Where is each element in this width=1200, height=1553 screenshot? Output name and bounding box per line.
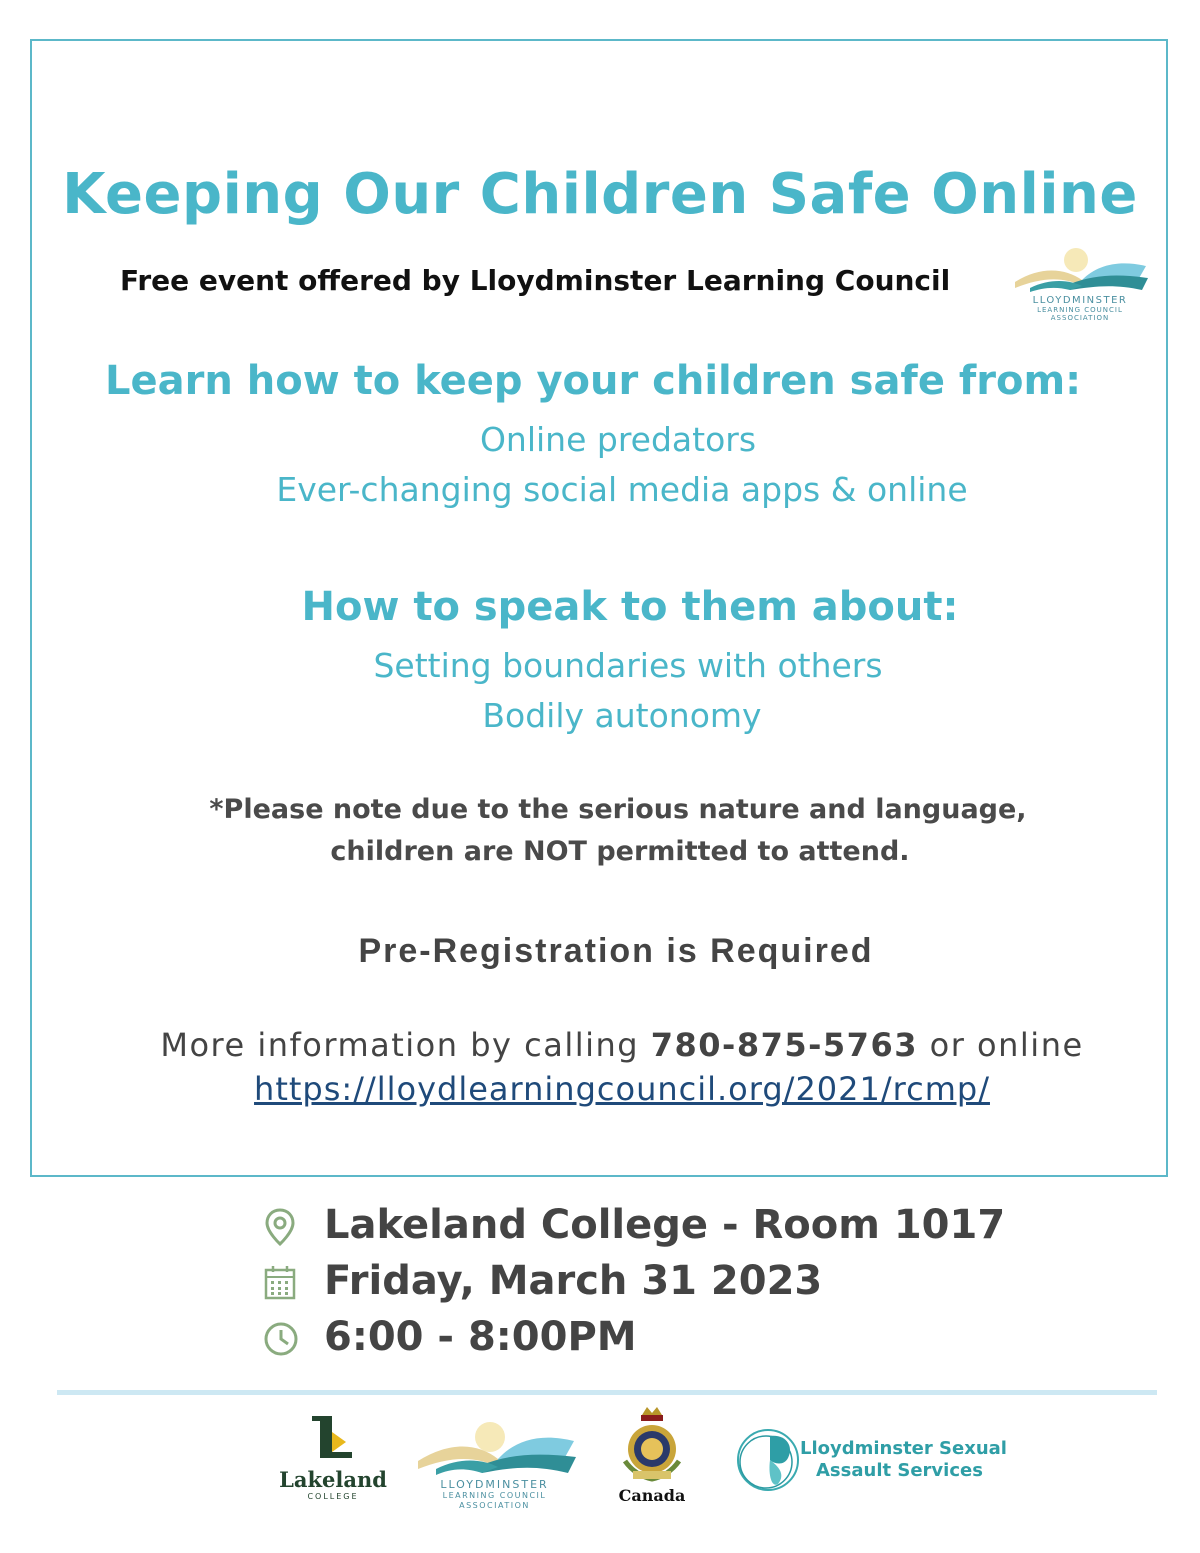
- council-logo-line2: LEARNING COUNCIL: [1037, 306, 1123, 314]
- location-row: [262, 1202, 1005, 1248]
- council-sponsor-logo: [412, 1415, 577, 1510]
- council-logo-line1: LLOYDMINSTER: [1032, 295, 1128, 306]
- lsas-line2: Assault Services: [816, 1460, 983, 1481]
- section2-heading: How to speak to them about:: [301, 584, 959, 630]
- page-title: Keeping Our Children Safe Online: [62, 162, 1138, 227]
- registration-link[interactable]: https://lloydlearningcouncil.org/2021/rcmp/: [254, 1070, 990, 1108]
- council-sponsor-graphic: [412, 1415, 577, 1475]
- section1-item: Online predators: [479, 420, 757, 459]
- council-logo-line3: ASSOCIATION: [1050, 314, 1110, 322]
- lakeland-name: Lakeland: [279, 1467, 387, 1492]
- lsas-logo: [734, 1424, 1007, 1504]
- section1-item: Ever-changing social media apps & online: [276, 470, 968, 509]
- time-row: [262, 1314, 637, 1360]
- council-sponsor-line2: LEARNING COUNCIL: [442, 1491, 547, 1500]
- rcmp-logo: [612, 1405, 692, 1507]
- date-row: [262, 1258, 822, 1304]
- council-sponsor-line1: LLOYDMINSTER: [440, 1478, 549, 1491]
- rcmp-crest-graphic: [617, 1405, 687, 1483]
- location-pin-icon: [262, 1207, 302, 1247]
- contact-info-suffix: or online: [917, 1026, 1084, 1064]
- section2-item: Bodily autonomy: [482, 696, 762, 735]
- canada-wordmark: Canada: [618, 1486, 686, 1505]
- lakeland-sub: COLLEGE: [307, 1492, 359, 1501]
- preregistration-notice: Pre-Registration is Required: [358, 932, 874, 970]
- section1-heading: Learn how to keep your children safe from:: [105, 358, 1082, 404]
- council-logo: [1010, 244, 1150, 324]
- lsas-butterfly-graphic: [734, 1424, 802, 1496]
- event-time: 6:00 - 8:00PM: [324, 1314, 637, 1360]
- event-location: Lakeland College - Room 1017: [324, 1202, 1006, 1248]
- lakeland-l-graphic: [308, 1412, 358, 1464]
- attendance-note-line2: children are NOT permitted to attend.: [330, 836, 910, 867]
- attendance-note-line1: *Please note due to the serious nature and language,: [209, 794, 1027, 825]
- calendar-icon: [262, 1263, 302, 1303]
- event-date: Friday, March 31 2023: [324, 1258, 823, 1304]
- lakeland-college-logo: [276, 1412, 390, 1507]
- registration-link-row: [22, 1070, 1200, 1108]
- event-subtitle: Free event offered by Lloydminster Learning Council: [120, 264, 951, 297]
- footer-divider: [57, 1390, 1157, 1395]
- section2-item: Setting boundaries with others: [373, 646, 883, 685]
- contact-info-prefix: More information by calling: [160, 1026, 651, 1064]
- clock-icon: [262, 1319, 302, 1359]
- phone-number[interactable]: 780-875-5763: [650, 1026, 918, 1064]
- lsas-line1: Lloydminster Sexual: [800, 1438, 1007, 1459]
- contact-info: [22, 1026, 1200, 1064]
- council-logo-graphic: [1010, 244, 1150, 292]
- council-sponsor-line3: ASSOCIATION: [459, 1501, 530, 1510]
